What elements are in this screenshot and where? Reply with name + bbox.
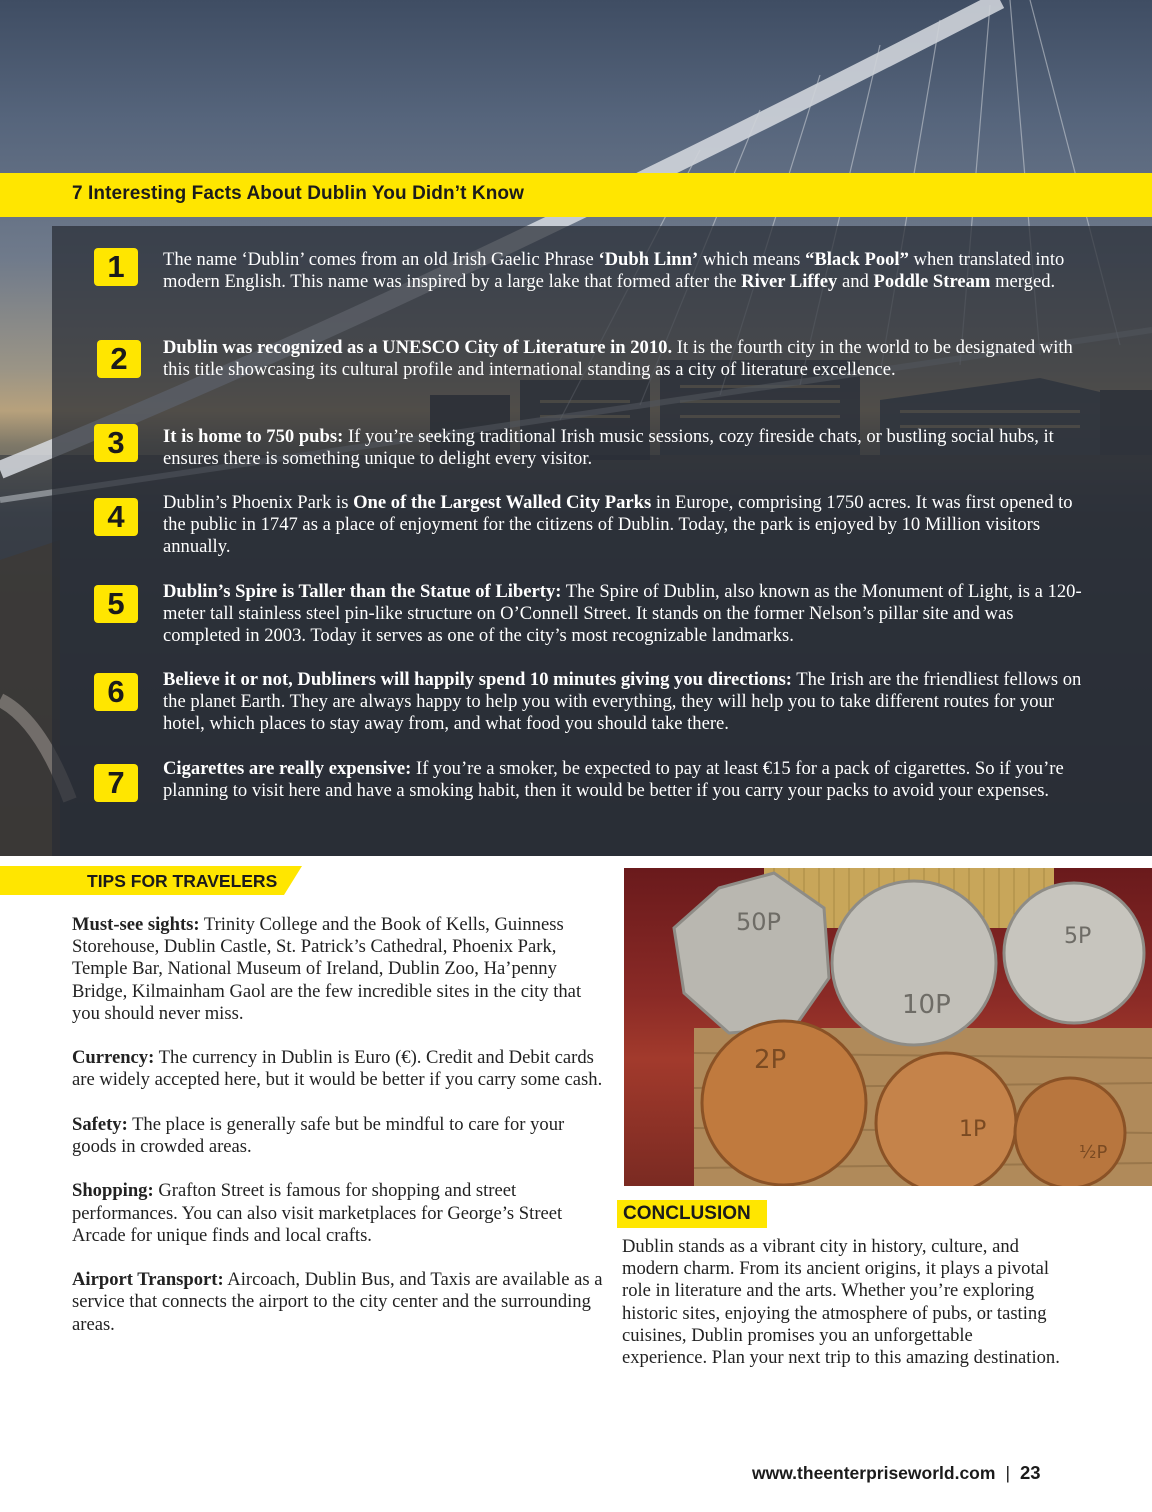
tip-must-see-sights [72,914,607,1025]
fact-text: Dublin’s Phoenix Park is One of the Largest Walled City Parks in Europe, comprising 1750 acres. It was first opened to the public in 1747 as a place of enjoyment for the citizens of Dublin. Today, the park is enjoyed by 10 Million visitors annually. [163,492,1073,558]
conclusion-heading-tag [617,1200,767,1228]
tips-heading: TIPS FOR TRAVELERS [87,871,278,891]
tip-text: Grafton Street is famous for shopping and street performances. You can also visit marketplaces for George’s Street Arcade for unique finds and local crafts. [72,1180,563,1246]
conclusion-text: Dublin stands as a vibrant city in history, culture, and modern charm. From its ancient origins, it plays a pivotal role in literature and the arts. Whether you’re exploring historic sites, enjoying the atmosphere of pubs, or tasting cuisines, Dublin promises you an unforgettable experience. Plan your next trip to this amazing destination. [622,1236,1060,1369]
fact-text: Dublin was recognized as a UNESCO City of Literature in 2010. It is the fourth city in the world to be designated with this title showcasing its cultural profile and international standing as a city of literature excellence. [163,337,1073,381]
irish-coins-photo [624,868,1152,1186]
fact-text: It is home to 750 pubs: If you’re seeking traditional Irish music sessions, cozy fireside chats, or bustling social hubs, it ensures there is something unique to delight every visitor. [163,426,1054,470]
tip-airport-transport [72,1269,607,1336]
tips-list [72,914,607,1358]
tip-text: The place is generally safe but be mindful to care for your goods in crowded areas. [72,1113,565,1157]
tips-heading-tag [0,866,302,895]
tip-label: Airport Transport: [72,1269,224,1291]
fact-number-badge: 4 [94,498,138,536]
fact-text: Dublin’s Spire is Taller than the Statue of Liberty: The Spire of Dublin, also known as the Monument of Light, is a 120-meter tall stainless steel pin-like structure on O’Connell Street. It stands on the former Nelson’s pillar site and was completed in 2003. Today it serves as one of the city’s most recognizable landmarks. [163,581,1082,647]
coin-label-1p: 1P [959,1117,987,1142]
tip-label: Safety: [72,1113,128,1135]
fact-number-badge: 7 [94,764,138,802]
fact-text: Cigarettes are really expensive: If you’re a smoker, be expected to pay at least €15 for a pack of cigarettes. So if you’re planning to visit here and have a smoking habit, then it would be better if you carry your packs to avoid your expenses. [163,758,1064,802]
title-bar [0,173,1152,217]
tip-safety [72,1114,607,1158]
coin-label-5p: 5P [1064,924,1092,949]
footer-separator: | [1005,1463,1010,1483]
conclusion-heading: CONCLUSION [623,1203,751,1224]
fact-number-badge: 1 [94,248,138,286]
tip-label: Must-see sights: [72,914,200,935]
page-title: 7 Interesting Facts About Dublin You Didn’t Know [72,183,524,204]
fact-text: Believe it or not, Dubliners will happily spend 10 minutes giving you directions: The Irish are the friendliest fellows on the planet Earth. They are always happy to help you with everything, they will help you to take different routes for your hotel, which places to stay away from, and what food you should take there. [163,669,1082,735]
tip-label: Shopping: [72,1180,154,1202]
website-link[interactable]: www.theenterpriseworld.com [752,1463,996,1483]
tip-text: The currency in Dublin is Euro (€). Credit and Debit cards are widely accepted here, but it would be better if you carry some cash. [72,1047,603,1091]
fact-number-badge: 6 [94,673,138,711]
fact-number-badge: 2 [97,340,141,378]
page-footer [752,1462,1041,1488]
coin-label-half-p: ½P [1079,1142,1108,1163]
coin-label-50p: 50P [736,908,782,936]
tip-currency [72,1047,607,1091]
tip-text: Aircoach, Dublin Bus, and Taxis are available as a service that connects the airport to the city center and the surrounding areas. [72,1269,603,1335]
fact-text: The name ‘Dublin’ comes from an old Irish Gaelic Phrase ‘Dubh Linn’ which means “Black Pool” when translated into modern English. This name was inspired by a large lake that formed after the River Liffey and Poddle Stream merged. [163,249,1065,293]
coin-label-10p: 10P [902,990,951,1020]
page-number: 23 [1019,1462,1041,1483]
fact-number-badge: 3 [94,424,138,462]
tip-shopping [72,1180,607,1247]
fact-number-badge: 5 [94,585,138,623]
coins-illustration [624,868,1152,1186]
tip-text: Trinity College and the Book of Kells, Guinness Storehouse, Dublin Castle, St. Patrick’s Cathedral, Phoenix Park, Temple Bar, National Museum of Ireland, Dublin Zoo, Ha’penny Bridge, Kilmainham Gaol are the few incredible sites in the city that you should never miss. [72,914,582,1024]
coin-label-2p: 2P [754,1045,787,1075]
tip-label: Currency: [72,1047,155,1069]
